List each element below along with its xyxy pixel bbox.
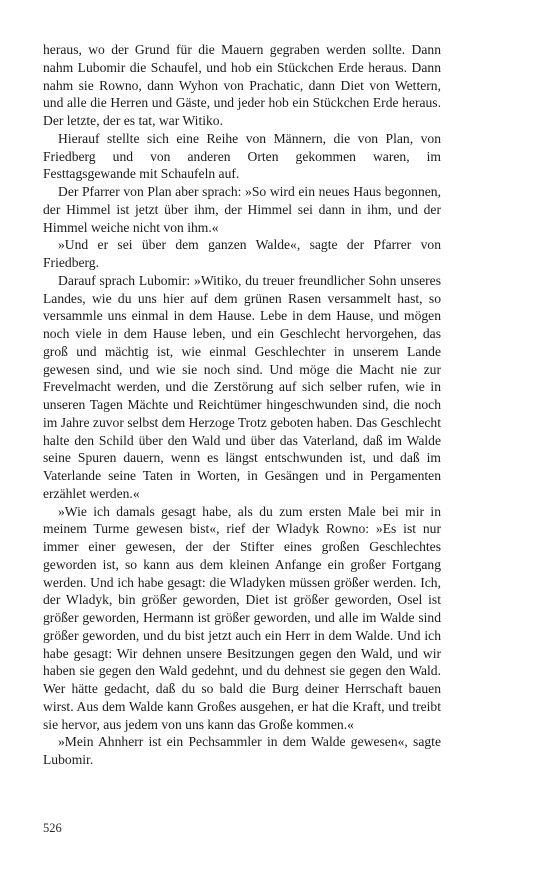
paragraph-3: Der Pfarrer von Plan aber sprach: »So wird ein neues Haus begonnen, der Himmel ist jetzt über ihm, der Himmel sei dann in ihm, und der Himmel weiche nicht von ihm.« bbox=[43, 184, 441, 235]
paragraph-4: »Und er sei über dem ganzen Walde«, sagte der Pfarrer von Friedberg. bbox=[43, 237, 441, 270]
paragraph-1: heraus, wo der Grund für die Mauern gegraben werden sollte. Dann nahm Lubomir die Schaufel, und hob ein Stückchen Erde heraus. Dann nahm sie Rowno, dann Wyhon von Prachatic, dann Diet von Wettern, und alle die Herren und Gäste, und jeder hob ein Stückchen Erde heraus. Der letzte, der es tat, war Witiko. bbox=[43, 42, 441, 128]
paragraph-7: »Mein Ahnherr ist ein Pechsammler in dem Walde gewesen«, sagte Lubomir. bbox=[43, 734, 441, 767]
page-number: 526 bbox=[43, 821, 62, 835]
paragraph-5: Darauf sprach Lubomir: »Witiko, du treuer freundlicher Sohn unseres Landes, wie du uns hier auf dem grünen Rasen versammelt hast, so versammle uns einmal in dem Hause. Lebe in dem Hause, und mögen noch viele in dem Hause leben, und ein Geschlecht hervorgehen, das groß und mächtig ist, wie einmal Geschlechter in unserem Lande gewesen sind, und wie sie noch sind. Und möge die Macht nie zur Frevelmacht werden, und die Zerstörung auf sich selber rufen, wie in unseren Tagen Mächte und Reichtümer hingeschwunden sind, die noch im Jahre zuvor selbst dem Herzoge Trotz geboten haben. Das Geschlecht halte den Schild über den Wald und über das Vaterland, daß im Walde seine Spuren dauern, wenn es längst entschwunden ist, und daß im Vaterlande seine Taten in Worten, in Gesängen und in Pergamenten erzählet werden.« bbox=[43, 272, 441, 501]
paragraph-2: Hierauf stellte sich eine Reihe von Männern, die von Plan, von Friedberg und von anderen Orten gekommen waren, im Festtagsgewande mit Schaufeln auf. bbox=[43, 130, 441, 182]
paragraph-6: »Wie ich damals gesagt habe, als du zum ersten Male bei mir in meinem Turme gewesen bist«, rief der Wladyk Rowno: »Es ist nur immer einer gewesen, der der Stifter eines großen Geschlechtes geworden ist, so kann aus dem kleinen Anfange ein großer Fortgang werden. Und ich habe gesagt: die Wladyken müssen größer werden. Ich, der Wladyk, bin größer geworden, Diet ist größer geworden, Osel ist größer geworden, Hermann ist größer geworden, und alle im Walde sind größer geworden, und du bist jetzt auch ein Herr in dem Walde. Und ich habe gesagt: Wir dehnen unsere Besitzungen gegen den Wald, und wir haben sie gegen den Wald gedehnt, und du dehnest sie gegen den Wald. Wer hätte gedacht, daß du so bald die Burg deiner Herrschaft bauen wirst. Aus dem Walde kann Großes ausgehen, er hat die Kraft, und treibt sie hervor, aus jedem von uns kann das Große kommen.« bbox=[43, 503, 441, 732]
book-page-body bbox=[43, 41, 441, 769]
